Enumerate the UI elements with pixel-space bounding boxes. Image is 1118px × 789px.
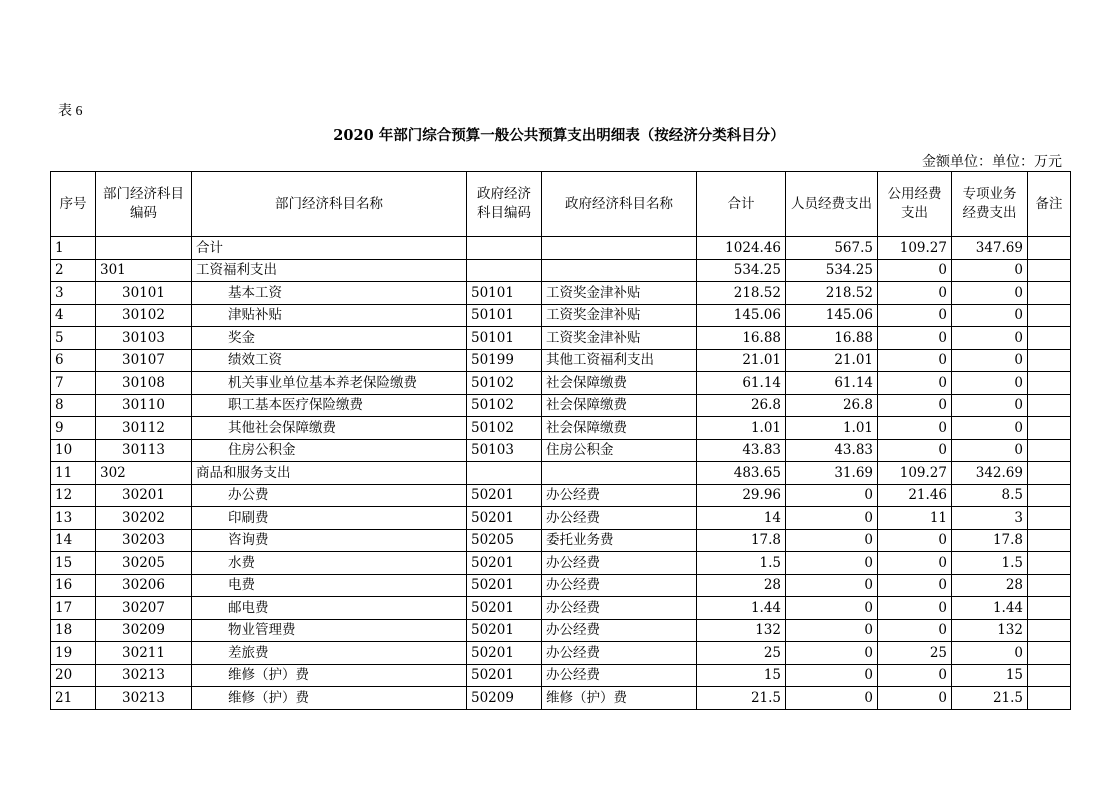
header-public: 公用经费支出 (878, 172, 952, 237)
cell-personnel: 0 (786, 484, 878, 507)
header-note: 备注 (1028, 172, 1071, 237)
cell-personnel: 43.83 (786, 439, 878, 462)
cell-special: 0 (952, 394, 1028, 417)
cell-gov-name: 住房公积金 (542, 439, 697, 462)
cell-dept-code: 30211 (96, 642, 192, 665)
cell-note (1028, 282, 1071, 305)
cell-personnel: 0 (786, 687, 878, 710)
cell-gov-code: 50102 (467, 394, 542, 417)
cell-dept-name: 电费 (192, 574, 467, 597)
cell-special: 347.69 (952, 237, 1028, 260)
cell-dept-code: 30205 (96, 552, 192, 575)
cell-special: 342.69 (952, 462, 1028, 485)
cell-seq: 3 (51, 282, 96, 305)
cell-note (1028, 462, 1071, 485)
cell-dept-name: 差旅费 (192, 642, 467, 665)
cell-special: 21.5 (952, 687, 1028, 710)
cell-total: 21.01 (697, 349, 786, 372)
cell-gov-name: 其他工资福利支出 (542, 349, 697, 372)
cell-note (1028, 417, 1071, 440)
cell-gov-code: 50205 (467, 529, 542, 552)
amount-unit: 金额单位：单位：万元 (922, 154, 1062, 170)
cell-dept-code: 30202 (96, 507, 192, 530)
cell-dept-name: 商品和服务支出 (192, 462, 467, 485)
cell-public: 109.27 (878, 237, 952, 260)
header-gov-name: 政府经济科目名称 (542, 172, 697, 237)
cell-total: 132 (697, 619, 786, 642)
cell-seq: 11 (51, 462, 96, 485)
cell-seq: 6 (51, 349, 96, 372)
cell-seq: 10 (51, 439, 96, 462)
cell-dept-name: 工资福利支出 (192, 259, 467, 282)
table-row (51, 304, 1071, 327)
cell-seq: 17 (51, 597, 96, 620)
cell-public: 25 (878, 642, 952, 665)
cell-dept-code: 30201 (96, 484, 192, 507)
cell-dept-code: 30213 (96, 687, 192, 710)
table-row (51, 462, 1071, 485)
table-row (51, 529, 1071, 552)
cell-total: 21.5 (697, 687, 786, 710)
cell-note (1028, 642, 1071, 665)
cell-total: 145.06 (697, 304, 786, 327)
cell-gov-name (542, 259, 697, 282)
cell-dept-name: 咨询费 (192, 529, 467, 552)
cell-public: 21.46 (878, 484, 952, 507)
table-row (51, 417, 1071, 440)
cell-dept-name: 其他社会保障缴费 (192, 417, 467, 440)
cell-gov-code (467, 259, 542, 282)
cell-public: 0 (878, 664, 952, 687)
cell-personnel: 0 (786, 664, 878, 687)
cell-gov-name: 社会保障缴费 (542, 394, 697, 417)
cell-gov-name: 办公经费 (542, 507, 697, 530)
cell-seq: 2 (51, 259, 96, 282)
cell-seq: 5 (51, 327, 96, 350)
table-row (51, 642, 1071, 665)
cell-total: 61.14 (697, 372, 786, 395)
cell-gov-name: 办公经费 (542, 597, 697, 620)
cell-note (1028, 687, 1071, 710)
header-dept-name: 部门经济科目名称 (192, 172, 467, 237)
cell-personnel: 31.69 (786, 462, 878, 485)
cell-special: 0 (952, 372, 1028, 395)
cell-personnel: 16.88 (786, 327, 878, 350)
cell-special: 0 (952, 327, 1028, 350)
cell-special: 1.5 (952, 552, 1028, 575)
cell-gov-code: 50199 (467, 349, 542, 372)
table-row (51, 552, 1071, 575)
cell-special: 8.5 (952, 484, 1028, 507)
cell-dept-name: 维修（护）费 (192, 664, 467, 687)
cell-total: 218.52 (697, 282, 786, 305)
cell-special: 0 (952, 439, 1028, 462)
cell-special: 0 (952, 259, 1028, 282)
cell-dept-name: 办公费 (192, 484, 467, 507)
cell-note (1028, 259, 1071, 282)
cell-gov-code: 50209 (467, 687, 542, 710)
table-row (51, 394, 1071, 417)
table-header-row (51, 172, 1071, 237)
cell-note (1028, 664, 1071, 687)
cell-note (1028, 619, 1071, 642)
cell-dept-code: 30108 (96, 372, 192, 395)
header-total: 合计 (697, 172, 786, 237)
cell-gov-name: 委托业务费 (542, 529, 697, 552)
cell-gov-code: 50101 (467, 282, 542, 305)
cell-dept-name: 印刷费 (192, 507, 467, 530)
cell-total: 26.8 (697, 394, 786, 417)
cell-special: 3 (952, 507, 1028, 530)
cell-dept-name: 机关事业单位基本养老保险缴费 (192, 372, 467, 395)
cell-total: 1.5 (697, 552, 786, 575)
table-row (51, 484, 1071, 507)
cell-public: 0 (878, 259, 952, 282)
cell-note (1028, 237, 1071, 260)
cell-gov-code: 50201 (467, 597, 542, 620)
header-gov-code: 政府经济科目编码 (467, 172, 542, 237)
cell-dept-code: 30101 (96, 282, 192, 305)
cell-total: 14 (697, 507, 786, 530)
table-row (51, 282, 1071, 305)
cell-total: 1.44 (697, 597, 786, 620)
cell-note (1028, 349, 1071, 372)
cell-gov-name: 工资奖金津补贴 (542, 304, 697, 327)
cell-public: 11 (878, 507, 952, 530)
cell-seq: 9 (51, 417, 96, 440)
cell-dept-name: 奖金 (192, 327, 467, 350)
cell-special: 0 (952, 282, 1028, 305)
cell-gov-code: 50201 (467, 664, 542, 687)
cell-gov-code: 50201 (467, 484, 542, 507)
cell-note (1028, 439, 1071, 462)
cell-total: 1024.46 (697, 237, 786, 260)
cell-seq: 12 (51, 484, 96, 507)
cell-personnel: 0 (786, 574, 878, 597)
cell-gov-code: 50101 (467, 304, 542, 327)
cell-gov-name: 社会保障缴费 (542, 417, 697, 440)
cell-note (1028, 394, 1071, 417)
cell-special: 0 (952, 349, 1028, 372)
cell-personnel: 21.01 (786, 349, 878, 372)
table-row (51, 597, 1071, 620)
cell-personnel: 218.52 (786, 282, 878, 305)
cell-note (1028, 574, 1071, 597)
cell-seq: 7 (51, 372, 96, 395)
cell-dept-code: 30107 (96, 349, 192, 372)
cell-total: 483.65 (697, 462, 786, 485)
table-row (51, 327, 1071, 350)
table-row (51, 507, 1071, 530)
cell-personnel: 534.25 (786, 259, 878, 282)
cell-gov-code: 50201 (467, 507, 542, 530)
cell-dept-code: 30112 (96, 417, 192, 440)
cell-public: 0 (878, 687, 952, 710)
cell-special: 1.44 (952, 597, 1028, 620)
cell-public: 0 (878, 417, 952, 440)
header-dept-code: 部门经济科目编码 (96, 172, 192, 237)
cell-seq: 8 (51, 394, 96, 417)
cell-seq: 16 (51, 574, 96, 597)
table-row (51, 664, 1071, 687)
cell-gov-name: 办公经费 (542, 642, 697, 665)
cell-personnel: 0 (786, 507, 878, 530)
cell-public: 0 (878, 282, 952, 305)
cell-dept-name: 物业管理费 (192, 619, 467, 642)
cell-personnel: 0 (786, 642, 878, 665)
table-row (51, 439, 1071, 462)
cell-special: 15 (952, 664, 1028, 687)
cell-note (1028, 552, 1071, 575)
cell-special: 132 (952, 619, 1028, 642)
cell-note (1028, 372, 1071, 395)
cell-personnel: 0 (786, 597, 878, 620)
table-row (51, 687, 1071, 710)
cell-dept-code: 30203 (96, 529, 192, 552)
cell-gov-code: 50201 (467, 642, 542, 665)
cell-dept-code: 30213 (96, 664, 192, 687)
cell-public: 0 (878, 619, 952, 642)
cell-personnel: 26.8 (786, 394, 878, 417)
cell-special: 17.8 (952, 529, 1028, 552)
cell-personnel: 145.06 (786, 304, 878, 327)
cell-dept-name: 基本工资 (192, 282, 467, 305)
cell-seq: 21 (51, 687, 96, 710)
cell-public: 0 (878, 597, 952, 620)
cell-gov-name: 办公经费 (542, 552, 697, 575)
header-personnel: 人员经费支出 (786, 172, 878, 237)
cell-public: 0 (878, 529, 952, 552)
cell-special: 0 (952, 642, 1028, 665)
cell-personnel: 61.14 (786, 372, 878, 395)
cell-dept-name: 住房公积金 (192, 439, 467, 462)
table-row (51, 237, 1071, 260)
table-row (51, 619, 1071, 642)
cell-dept-name: 绩效工资 (192, 349, 467, 372)
cell-special: 28 (952, 574, 1028, 597)
cell-public: 0 (878, 372, 952, 395)
cell-gov-name: 办公经费 (542, 619, 697, 642)
cell-seq: 20 (51, 664, 96, 687)
cell-dept-code: 30102 (96, 304, 192, 327)
cell-public: 0 (878, 552, 952, 575)
cell-dept-name: 维修（护）费 (192, 687, 467, 710)
cell-gov-code: 50201 (467, 574, 542, 597)
cell-seq: 13 (51, 507, 96, 530)
document-title: 2020 年部门综合预算一般公共预算支出明细表（按经济分类科目分） (333, 127, 785, 144)
cell-gov-name: 办公经费 (542, 664, 697, 687)
cell-personnel: 1.01 (786, 417, 878, 440)
cell-dept-code: 30113 (96, 439, 192, 462)
cell-special: 0 (952, 304, 1028, 327)
cell-dept-code: 30209 (96, 619, 192, 642)
cell-total: 25 (697, 642, 786, 665)
cell-dept-code: 30110 (96, 394, 192, 417)
cell-total: 1.01 (697, 417, 786, 440)
table-row (51, 574, 1071, 597)
cell-dept-code: 301 (96, 259, 192, 282)
table-number: 表 6 (58, 104, 83, 119)
cell-total: 16.88 (697, 327, 786, 350)
cell-public: 0 (878, 304, 952, 327)
cell-seq: 19 (51, 642, 96, 665)
cell-note (1028, 304, 1071, 327)
cell-note (1028, 507, 1071, 530)
cell-gov-code: 50103 (467, 439, 542, 462)
cell-personnel: 0 (786, 552, 878, 575)
cell-gov-code: 50201 (467, 552, 542, 575)
cell-personnel: 0 (786, 619, 878, 642)
header-special: 专项业务经费支出 (952, 172, 1028, 237)
cell-dept-code: 30206 (96, 574, 192, 597)
cell-total: 15 (697, 664, 786, 687)
cell-public: 0 (878, 574, 952, 597)
cell-seq: 18 (51, 619, 96, 642)
cell-note (1028, 484, 1071, 507)
table-row (51, 259, 1071, 282)
header-seq: 序号 (51, 172, 96, 237)
cell-seq: 14 (51, 529, 96, 552)
cell-personnel: 0 (786, 529, 878, 552)
cell-total: 534.25 (697, 259, 786, 282)
cell-special: 0 (952, 417, 1028, 440)
cell-total: 43.83 (697, 439, 786, 462)
cell-gov-code: 50102 (467, 372, 542, 395)
cell-gov-code: 50102 (467, 417, 542, 440)
cell-dept-name: 津贴补贴 (192, 304, 467, 327)
cell-gov-name (542, 237, 697, 260)
cell-seq: 1 (51, 237, 96, 260)
cell-note (1028, 529, 1071, 552)
cell-public: 0 (878, 327, 952, 350)
cell-gov-name: 工资奖金津补贴 (542, 327, 697, 350)
cell-gov-code (467, 462, 542, 485)
cell-seq: 15 (51, 552, 96, 575)
table-row (51, 349, 1071, 372)
cell-dept-name: 水费 (192, 552, 467, 575)
cell-personnel: 567.5 (786, 237, 878, 260)
cell-dept-code: 30103 (96, 327, 192, 350)
cell-gov-name: 社会保障缴费 (542, 372, 697, 395)
budget-table (50, 171, 1071, 710)
cell-gov-code: 50101 (467, 327, 542, 350)
cell-gov-code: 50201 (467, 619, 542, 642)
cell-total: 17.8 (697, 529, 786, 552)
cell-dept-code: 302 (96, 462, 192, 485)
cell-gov-name: 办公经费 (542, 574, 697, 597)
cell-total: 29.96 (697, 484, 786, 507)
cell-total: 28 (697, 574, 786, 597)
cell-public: 0 (878, 394, 952, 417)
cell-dept-code: 30207 (96, 597, 192, 620)
cell-gov-name: 维修（护）费 (542, 687, 697, 710)
cell-dept-name: 职工基本医疗保险缴费 (192, 394, 467, 417)
cell-dept-code (96, 237, 192, 260)
cell-public: 109.27 (878, 462, 952, 485)
cell-gov-name: 工资奖金津补贴 (542, 282, 697, 305)
cell-gov-name (542, 462, 697, 485)
table-row (51, 372, 1071, 395)
cell-note (1028, 597, 1071, 620)
cell-gov-code (467, 237, 542, 260)
cell-gov-name: 办公经费 (542, 484, 697, 507)
cell-public: 0 (878, 349, 952, 372)
cell-seq: 4 (51, 304, 96, 327)
cell-dept-name: 邮电费 (192, 597, 467, 620)
cell-public: 0 (878, 439, 952, 462)
cell-note (1028, 327, 1071, 350)
cell-dept-name: 合计 (192, 237, 467, 260)
